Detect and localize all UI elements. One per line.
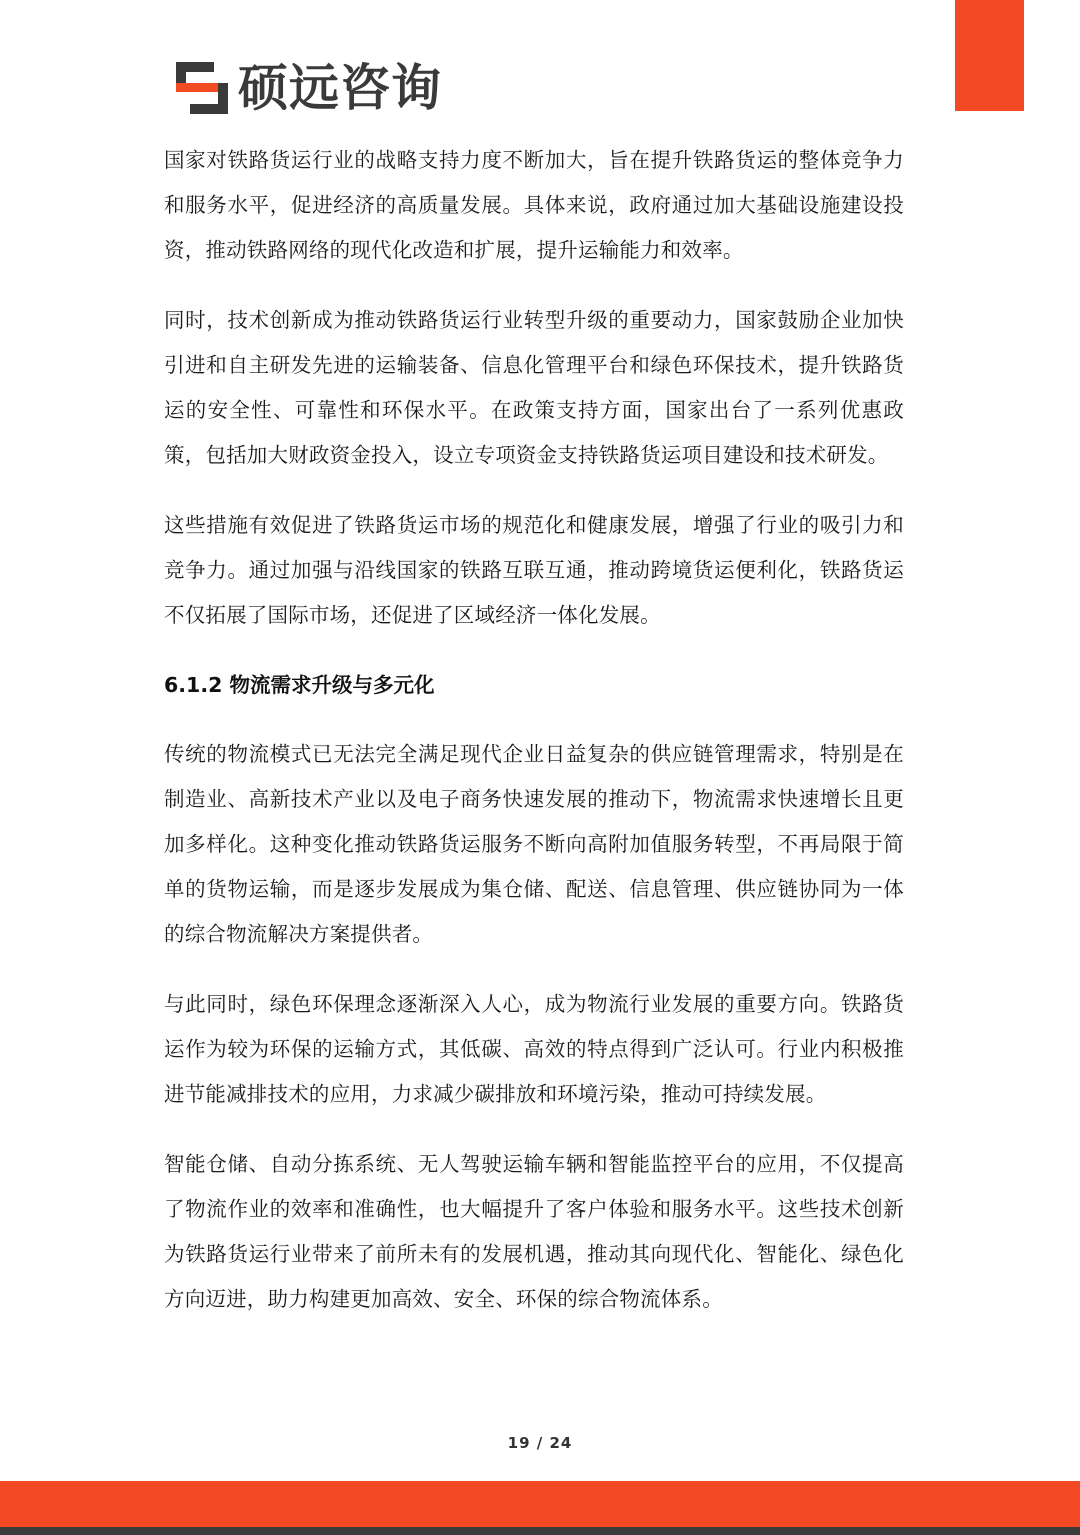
main-content bbox=[164, 138, 904, 1347]
paragraph: 传统的物流模式已无法完全满足现代企业日益复杂的供应链管理需求，特别是在制造业、高新技术产业以及电子商务快速发展的推动下，物流需求快速增长且更加多样化。这种变化推动铁路货运服务不断向高附加值服务转型，不再局限于简单的货物运输，而是逐步发展成为集仓储、配送、信息管理、供应链协同为一体的综合物流解决方案提供者。 bbox=[164, 742, 904, 946]
brand-name: 硕远咨询 bbox=[238, 59, 442, 117]
paragraph: 智能仓储、自动分拣系统、无人驾驶运输车辆和智能监控平台的应用，不仅提高了物流作业的效率和准确性，也大幅提升了客户体验和服务水平。这些技术创新为铁路货运行业带来了前所未有的发展机遇，推动其向现代化、智能化、绿色化方向迈进，助力构建更加高效、安全、环保的综合物流体系。 bbox=[164, 1152, 904, 1311]
page-number: 19 / 24 bbox=[507, 1434, 573, 1452]
paragraph: 国家对铁路货运行业的战略支持力度不断加大，旨在提升铁路货运的整体竞争力和服务水平，促进经济的高质量发展。具体来说，政府通过加大基础设施建设投资，推动铁路网络的现代化改造和扩展，提升运输能力和效率。 bbox=[164, 148, 904, 262]
paragraph: 这些措施有效促进了铁路货运市场的规范化和健康发展，增强了行业的吸引力和竞争力。通过加强与沿线国家的铁路互联互通，推动跨境货运便利化，铁路货运不仅拓展了国际市场，还促进了区域经济一体化发展。 bbox=[164, 513, 904, 627]
s-square-logo-icon bbox=[176, 62, 228, 114]
footer-accent-bar bbox=[0, 1481, 1080, 1527]
paragraph: 与此同时，绿色环保理念逐渐深入人心，成为物流行业发展的重要方向。铁路货运作为较为环保的运输方式，其低碳、高效的特点得到广泛认可。行业内积极推进节能减排技术的应用，力求减少碳排放和环境污染，推动可持续发展。 bbox=[164, 992, 904, 1106]
footer-dark-strip bbox=[0, 1527, 1080, 1535]
corner-accent-block bbox=[955, 0, 1024, 111]
paragraph: 同时，技术创新成为推动铁路货运行业转型升级的重要动力，国家鼓励企业加快引进和自主研发先进的运输装备、信息化管理平台和绿色环保技术，提升铁路货运的安全性、可靠性和环保水平。在政策支持方面，国家出台了一系列优惠政策，包括加大财政资金投入，设立专项资金支持铁路货运项目建设和技术研发。 bbox=[164, 308, 904, 467]
brand-logo bbox=[176, 60, 442, 116]
section-heading: 6.1.2 物流需求升级与多元化 bbox=[164, 673, 435, 697]
